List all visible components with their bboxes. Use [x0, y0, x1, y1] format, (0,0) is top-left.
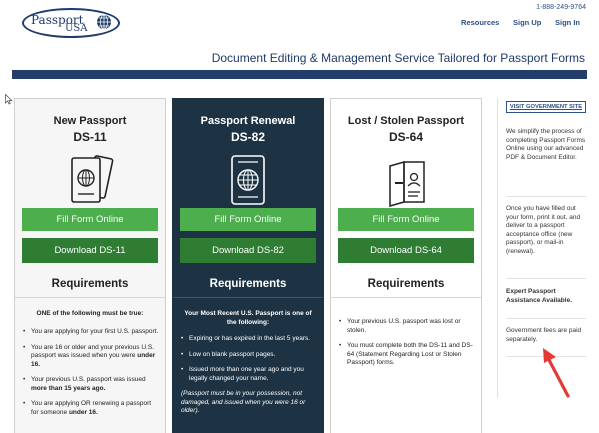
fill-form-online-button[interactable]: Fill Form Online	[22, 208, 158, 231]
list-item: • Expiring or has expired in the last 5 years.	[181, 335, 317, 344]
form-code: DS-64	[388, 130, 423, 144]
passport-id-icon	[382, 152, 430, 208]
requirements-heading: Requirements	[367, 278, 445, 290]
list-item: • You are applying OR renewing a passport for someone under 16.	[23, 400, 159, 417]
list-item: • You must complete both the DS-11 and DS-64 (Statement Regarding Lost or Stolen Passport) forms.	[339, 342, 475, 368]
sidebar-paragraph: We simplify the process of completing Passport Forms Online using our advanced PDF & Document Editor.	[506, 128, 586, 161]
nav-resources[interactable]: Resources	[461, 18, 500, 27]
list-item: • You are 16 or older and your previous U.S. passport was issued when you were under 16.	[23, 344, 159, 370]
phone-number[interactable]: 1-888-249-9764	[536, 4, 586, 11]
divider	[331, 297, 481, 298]
card-new-passport	[14, 98, 166, 433]
fill-form-online-button[interactable]: Fill Form Online	[338, 208, 474, 231]
divider	[506, 196, 586, 197]
download-ds11-button[interactable]: Download DS-11	[22, 238, 158, 263]
requirements-heading: Requirements	[209, 278, 287, 290]
divider	[173, 297, 323, 298]
page-headline: Document Editing & Management Service Tailored for Passport Forms	[211, 51, 585, 65]
form-code: DS-82	[230, 130, 265, 144]
sidebar-paragraph: Government fees are paid separately.	[506, 327, 582, 343]
nav-sign-in[interactable]: Sign In	[555, 18, 580, 27]
globe-icon	[96, 14, 112, 30]
requirements-note: (Passport must be in your possession, not damaged, and issued when you were 16 or older).	[181, 390, 306, 414]
download-ds64-button[interactable]: Download DS-64	[338, 238, 474, 263]
form-code: DS-11	[73, 130, 107, 144]
requirements-list	[339, 318, 475, 375]
requirements-list	[181, 335, 317, 423]
sidebar-paragraph: Once you have filled out your form, print it out, and deliver to a passport acceptance office (new passport), or mail-in (renewal).	[506, 205, 581, 255]
logo-text-passport: Passport	[31, 13, 84, 27]
requirements-list	[23, 328, 159, 424]
logo-text-usa: USA	[65, 23, 88, 34]
nav-sign-up[interactable]: Sign Up	[513, 18, 542, 27]
card-lost-stolen-passport	[330, 98, 482, 433]
passport-book-icon	[66, 152, 114, 208]
requirements-intro: ONE of the following must be true:	[36, 310, 144, 317]
list-item: • You are applying for your first U.S. passport.	[23, 328, 159, 337]
annotation-arrow-icon	[538, 344, 578, 404]
list-item: • Low on blank passport pages.	[181, 351, 317, 360]
header-divider-bar	[12, 70, 587, 79]
list-item: • Your previous U.S. passport was lost or stolen.	[339, 318, 475, 335]
passport-globe-icon	[224, 152, 272, 208]
sidebar-paragraph: Expert Passport Assistance Available.	[506, 288, 572, 304]
visit-government-site-button[interactable]: VISIT GOVERNMENT SITE	[506, 101, 586, 113]
card-title: New Passport	[53, 115, 127, 127]
card-title: Lost / Stolen Passport	[347, 115, 465, 127]
fill-form-online-button[interactable]: Fill Form Online	[180, 208, 316, 231]
requirements-intro: Your Most Recent U.S. Passport is one of the following:	[184, 310, 312, 326]
requirements-heading: Requirements	[51, 278, 129, 290]
mouse-cursor-icon	[5, 94, 13, 105]
passport-usa-logo[interactable]	[22, 8, 120, 38]
list-item: • Your previous U.S. passport was issued more than 15 years ago.	[23, 376, 159, 393]
divider	[506, 278, 586, 279]
download-ds82-button[interactable]: Download DS-82	[180, 238, 316, 263]
card-passport-renewal	[172, 98, 324, 433]
card-title: Passport Renewal	[200, 115, 296, 127]
divider	[15, 297, 165, 298]
divider	[506, 318, 586, 319]
list-item: • Issued more than one year ago and you legally changed your name.	[181, 366, 317, 383]
